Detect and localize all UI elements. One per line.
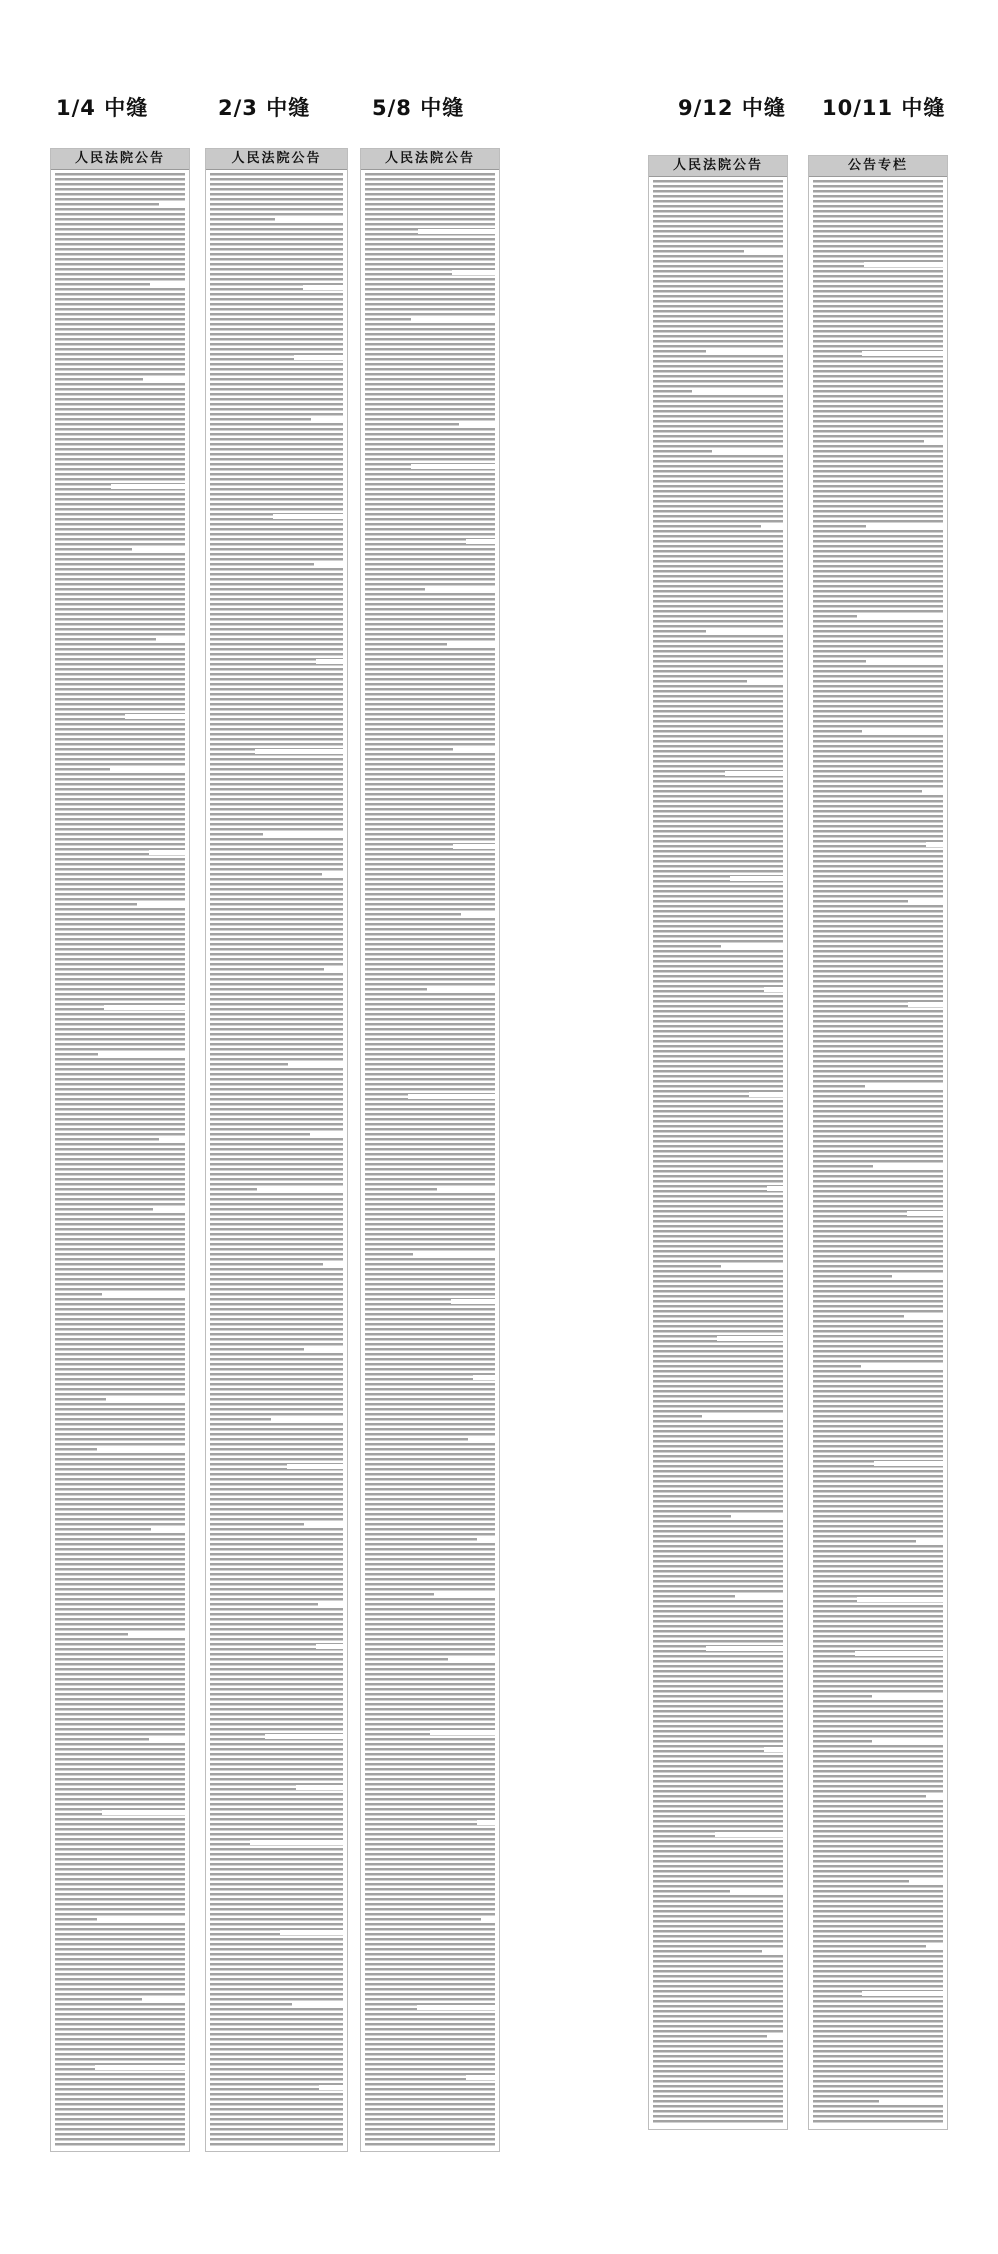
- paragraph-break: [477, 1537, 495, 1542]
- paragraph-break: [128, 1632, 185, 1637]
- paragraph-break: [142, 1998, 185, 2003]
- paragraph-break: [749, 1092, 783, 1097]
- paragraph-break: [865, 1085, 943, 1090]
- paragraph-break: [721, 1264, 783, 1269]
- paragraph-break: [430, 1730, 495, 1735]
- paragraph-break: [273, 514, 344, 519]
- paragraph-break: [97, 1916, 185, 1921]
- column-text-body: [813, 180, 943, 2125]
- notice-column-1: [50, 148, 190, 2152]
- paragraph-break: [417, 2005, 495, 2010]
- paragraph-break: [857, 615, 943, 620]
- paragraph-break: [319, 2085, 343, 2090]
- paragraph-break: [762, 1949, 783, 1954]
- paragraph-break: [730, 1890, 783, 1895]
- paragraph-break: [721, 945, 783, 950]
- paragraph-break: [447, 643, 495, 648]
- paragraph-break: [866, 659, 943, 664]
- column-header: 人民法院公告: [51, 149, 189, 170]
- paragraph-break: [466, 2075, 495, 2080]
- paragraph-break: [263, 833, 343, 838]
- column-label-3: 5/8 中缝: [372, 96, 465, 120]
- paragraph-break: [257, 1187, 343, 1192]
- paragraph-break: [310, 1132, 343, 1137]
- paragraph-break: [153, 1206, 186, 1211]
- paragraph-break: [250, 1840, 343, 1845]
- paragraph-break: [448, 1656, 495, 1661]
- column-header: 公告专栏: [809, 156, 947, 177]
- paragraph-break: [275, 216, 343, 221]
- column-label-2: 2/3 中缝: [218, 96, 311, 120]
- paragraph-break: [715, 1832, 783, 1837]
- paragraph-break: [322, 873, 343, 878]
- paragraph-break: [761, 525, 783, 530]
- paragraph-break: [892, 1273, 943, 1278]
- paragraph-break: [926, 1793, 943, 1798]
- paragraph-break: [866, 524, 943, 529]
- paragraph-break: [149, 1738, 185, 1743]
- paragraph-break: [466, 539, 495, 544]
- paragraph-break: [747, 679, 783, 684]
- paragraph-break: [288, 1063, 343, 1068]
- paragraph-break: [287, 1464, 343, 1469]
- notice-column-5: [808, 155, 948, 2130]
- paragraph-break: [159, 1136, 185, 1141]
- paragraph-break: [731, 1513, 783, 1518]
- paragraph-break: [104, 1005, 185, 1010]
- paragraph-break: [706, 349, 783, 354]
- column-text-body: [365, 173, 495, 2147]
- paragraph-break: [730, 876, 783, 881]
- paragraph-break: [265, 1734, 343, 1739]
- paragraph-break: [764, 1747, 784, 1752]
- paragraph-break: [318, 1603, 343, 1608]
- paragraph-break: [132, 547, 185, 552]
- paragraph-break: [427, 986, 495, 991]
- notice-column-2: [205, 148, 348, 2152]
- paragraph-break: [907, 1211, 943, 1216]
- paragraph-break: [159, 203, 185, 208]
- column-text-body: [210, 173, 343, 2147]
- paragraph-break: [323, 1262, 343, 1267]
- paragraph-break: [922, 788, 943, 793]
- paragraph-break: [461, 912, 495, 917]
- paragraph-break: [271, 1418, 343, 1423]
- paragraph-break: [324, 967, 343, 972]
- paragraph-break: [692, 390, 783, 395]
- paragraph-break: [855, 1651, 943, 1656]
- paragraph-break: [98, 1053, 185, 1058]
- column-header: 人民法院公告: [649, 156, 787, 177]
- paragraph-break: [706, 1646, 783, 1651]
- paragraph-break: [102, 1291, 185, 1296]
- column-header: 人民法院公告: [206, 149, 347, 170]
- paragraph-break: [137, 902, 185, 907]
- paragraph-break: [151, 1528, 185, 1533]
- paragraph-break: [303, 285, 343, 290]
- paragraph-break: [862, 1991, 943, 1996]
- paragraph-break: [255, 749, 343, 754]
- paragraph-break: [425, 587, 495, 592]
- paragraph-break: [862, 351, 943, 356]
- notice-column-3: [360, 148, 500, 2152]
- paragraph-break: [296, 1785, 343, 1790]
- paragraph-break: [909, 1880, 943, 1885]
- paragraph-break: [156, 636, 185, 641]
- paragraph-break: [418, 229, 495, 234]
- paragraph-break: [411, 464, 496, 469]
- paragraph-break: [872, 1738, 944, 1743]
- paragraph-break: [872, 1693, 944, 1698]
- paragraph-break: [744, 249, 783, 254]
- paragraph-break: [451, 1299, 495, 1304]
- paragraph-break: [874, 1461, 943, 1466]
- paragraph-break: [434, 1593, 495, 1598]
- paragraph-break: [481, 1916, 495, 1921]
- notice-column-4: [648, 155, 788, 2130]
- column-label-1: 1/4 中缝: [56, 96, 149, 120]
- paragraph-break: [861, 1364, 943, 1369]
- paragraph-break: [879, 2099, 943, 2104]
- paragraph-break: [864, 262, 943, 267]
- paragraph-break: [459, 422, 495, 427]
- paragraph-break: [916, 1538, 943, 1543]
- paragraph-break: [904, 1314, 943, 1319]
- paragraph-break: [413, 1252, 495, 1257]
- paragraph-break: [111, 484, 185, 489]
- paragraph-break: [706, 628, 783, 633]
- paragraph-break: [453, 844, 495, 849]
- column-text-body: [55, 173, 185, 2147]
- paragraph-break: [924, 439, 944, 444]
- paragraph-break: [908, 1002, 943, 1007]
- paragraph-break: [316, 1644, 343, 1649]
- paragraph-break: [926, 1944, 943, 1949]
- paragraph-break: [150, 283, 185, 288]
- paragraph-break: [764, 987, 784, 992]
- paragraph-break: [702, 1415, 783, 1420]
- paragraph-break: [106, 1397, 185, 1402]
- paragraph-break: [477, 1820, 495, 1825]
- paragraph-break: [908, 899, 943, 904]
- paragraph-break: [294, 355, 343, 360]
- paragraph-break: [110, 768, 185, 773]
- paragraph-break: [102, 1810, 185, 1815]
- paragraph-break: [717, 1336, 783, 1341]
- column-label-5: 10/11 中缝: [822, 96, 946, 120]
- paragraph-break: [473, 1375, 495, 1380]
- paragraph-break: [143, 376, 185, 381]
- paragraph-break: [712, 450, 784, 455]
- paragraph-break: [926, 842, 943, 847]
- column-label-4: 9/12 中缝: [678, 96, 786, 120]
- paragraph-break: [292, 2003, 343, 2008]
- paragraph-break: [437, 1187, 496, 1192]
- paragraph-break: [304, 1522, 343, 1527]
- paragraph-break: [125, 714, 185, 719]
- paragraph-break: [408, 1094, 495, 1099]
- paragraph-break: [767, 2033, 783, 2038]
- paragraph-break: [97, 1446, 185, 1451]
- paragraph-break: [95, 2065, 185, 2070]
- paragraph-break: [304, 1347, 343, 1352]
- column-header: 人民法院公告: [361, 149, 499, 170]
- paragraph-break: [725, 771, 784, 776]
- paragraph-break: [411, 317, 496, 322]
- paragraph-break: [735, 1593, 783, 1598]
- paragraph-break: [468, 1438, 495, 1443]
- paragraph-break: [316, 659, 343, 664]
- paragraph-break: [453, 746, 495, 751]
- paragraph-break: [314, 561, 343, 566]
- paragraph-break: [857, 1597, 943, 1602]
- paragraph-break: [873, 1165, 943, 1170]
- paragraph-break: [862, 730, 943, 735]
- paragraph-break: [280, 1930, 343, 1935]
- paragraph-break: [452, 270, 495, 275]
- column-text-body: [653, 180, 783, 2125]
- paragraph-break: [311, 418, 343, 423]
- paragraph-break: [767, 1186, 783, 1191]
- paragraph-break: [149, 850, 185, 855]
